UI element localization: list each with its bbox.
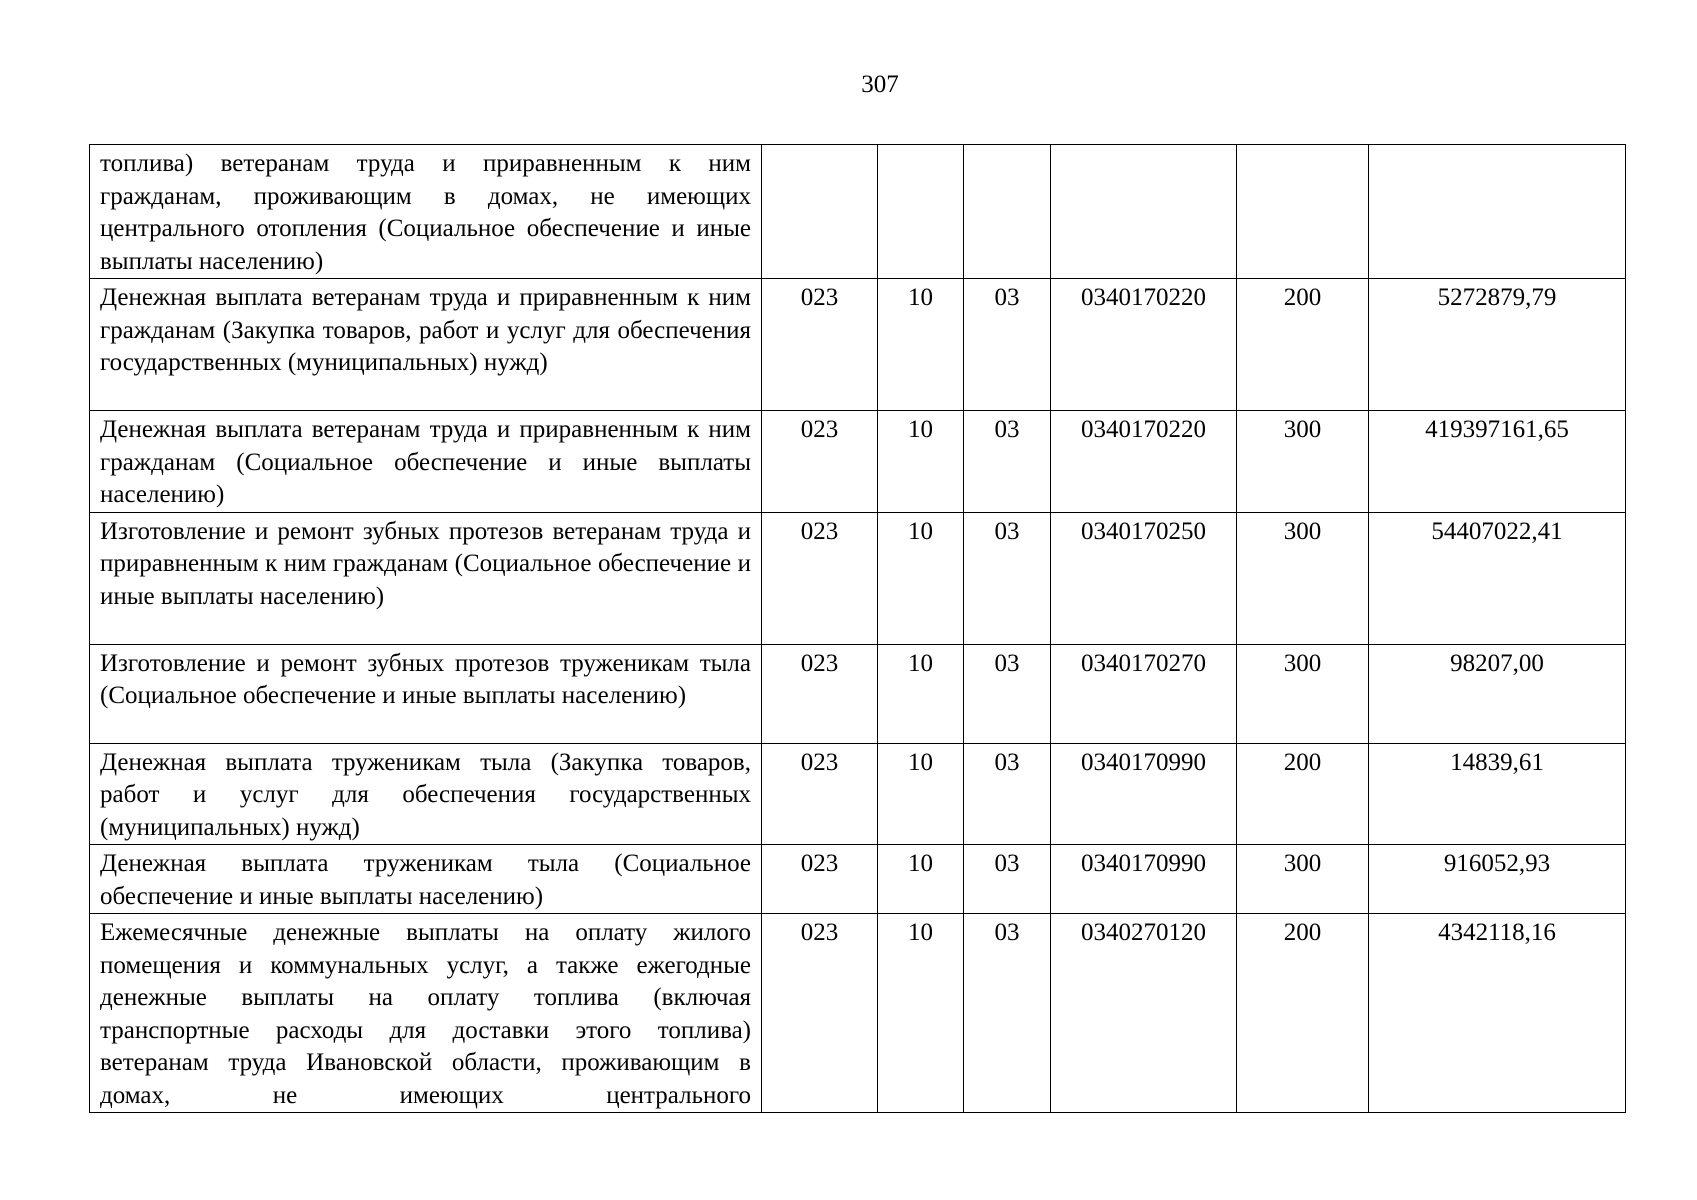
budget-table bbox=[89, 144, 1626, 1113]
ministry-code-cell: 023 bbox=[762, 845, 878, 914]
description-cell: Денежная выплата ветеранам труда и приравненным к ним гражданам (Социальное обеспечение и иные выплаты населению) bbox=[90, 411, 762, 513]
ministry-code-cell: 023 bbox=[762, 644, 878, 743]
expense-type-cell: 200 bbox=[1237, 279, 1369, 411]
section-code-cell: 10 bbox=[878, 644, 964, 743]
ministry-code-cell: 023 bbox=[762, 743, 878, 845]
amount-cell: 5272879,79 bbox=[1369, 279, 1626, 411]
table-row bbox=[90, 644, 1626, 743]
section-code-cell: 10 bbox=[878, 914, 964, 1113]
subsection-code-cell: 03 bbox=[964, 411, 1051, 513]
ministry-code-cell: 023 bbox=[762, 279, 878, 411]
expense-type-cell: 300 bbox=[1237, 512, 1369, 644]
section-code-cell bbox=[878, 145, 964, 279]
table-row bbox=[90, 743, 1626, 845]
ministry-code-cell bbox=[762, 145, 878, 279]
expense-type-cell: 200 bbox=[1237, 743, 1369, 845]
section-code-cell: 10 bbox=[878, 279, 964, 411]
target-article-cell: 0340170220 bbox=[1051, 411, 1237, 513]
table-row bbox=[90, 145, 1626, 279]
description-cell: Денежная выплата ветеранам труда и приравненным к ним гражданам (Закупка товаров, работ и услуг для обеспечения государственных (муниципальных) нужд) bbox=[90, 279, 762, 411]
subsection-code-cell bbox=[964, 145, 1051, 279]
amount-cell bbox=[1369, 145, 1626, 279]
amount-cell: 98207,00 bbox=[1369, 644, 1626, 743]
subsection-code-cell: 03 bbox=[964, 845, 1051, 914]
expense-type-cell: 300 bbox=[1237, 411, 1369, 513]
subsection-code-cell: 03 bbox=[964, 743, 1051, 845]
target-article-cell: 0340170990 bbox=[1051, 845, 1237, 914]
table-row bbox=[90, 914, 1626, 1113]
subsection-code-cell: 03 bbox=[964, 279, 1051, 411]
description-cell: Денежная выплата труженикам тыла (Закупка товаров, работ и услуг для обеспечения государственных (муниципальных) нужд) bbox=[90, 743, 762, 845]
amount-cell: 916052,93 bbox=[1369, 845, 1626, 914]
table-row bbox=[90, 845, 1626, 914]
description-cell: Изготовление и ремонт зубных протезов труженикам тыла (Социальное обеспечение и иные выплаты населению) bbox=[90, 644, 762, 743]
description-cell: топлива) ветеранам труда и приравненным к ним гражданам, проживающим в домах, не имеющих центрального отопления (Социальное обеспечение и иные выплаты населению) bbox=[90, 145, 762, 279]
table-row bbox=[90, 512, 1626, 644]
expense-type-cell: 200 bbox=[1237, 914, 1369, 1113]
page-number: 307 bbox=[861, 71, 899, 98]
expense-type-cell bbox=[1237, 145, 1369, 279]
expense-type-cell: 300 bbox=[1237, 644, 1369, 743]
ministry-code-cell: 023 bbox=[762, 411, 878, 513]
description-cell: Денежная выплата труженикам тыла (Социальное обеспечение и иные выплаты населению) bbox=[90, 845, 762, 914]
table-row bbox=[90, 411, 1626, 513]
amount-cell: 54407022,41 bbox=[1369, 512, 1626, 644]
description-cell: Ежемесячные денежные выплаты на оплату жилого помещения и коммунальных услуг, а также ежегодные денежные выплаты на оплату топлива (включая транспортные расходы для доставки этого топлива) ветеранам труда Ивановской области, проживающим в домах, не имеющих центрального bbox=[90, 914, 762, 1113]
table-row bbox=[90, 279, 1626, 411]
section-code-cell: 10 bbox=[878, 845, 964, 914]
expense-type-cell: 300 bbox=[1237, 845, 1369, 914]
description-cell: Изготовление и ремонт зубных протезов ветеранам труда и приравненным к ним гражданам (Социальное обеспечение и иные выплаты населению) bbox=[90, 512, 762, 644]
section-code-cell: 10 bbox=[878, 411, 964, 513]
target-article-cell: 0340170270 bbox=[1051, 644, 1237, 743]
ministry-code-cell: 023 bbox=[762, 512, 878, 644]
section-code-cell: 10 bbox=[878, 512, 964, 644]
amount-cell: 4342118,16 bbox=[1369, 914, 1626, 1113]
target-article-cell: 0340170220 bbox=[1051, 279, 1237, 411]
target-article-cell: 0340170990 bbox=[1051, 743, 1237, 845]
ministry-code-cell: 023 bbox=[762, 914, 878, 1113]
target-article-cell bbox=[1051, 145, 1237, 279]
section-code-cell: 10 bbox=[878, 743, 964, 845]
subsection-code-cell: 03 bbox=[964, 644, 1051, 743]
target-article-cell: 0340170250 bbox=[1051, 512, 1237, 644]
subsection-code-cell: 03 bbox=[964, 914, 1051, 1113]
amount-cell: 14839,61 bbox=[1369, 743, 1626, 845]
amount-cell: 419397161,65 bbox=[1369, 411, 1626, 513]
subsection-code-cell: 03 bbox=[964, 512, 1051, 644]
target-article-cell: 0340270120 bbox=[1051, 914, 1237, 1113]
